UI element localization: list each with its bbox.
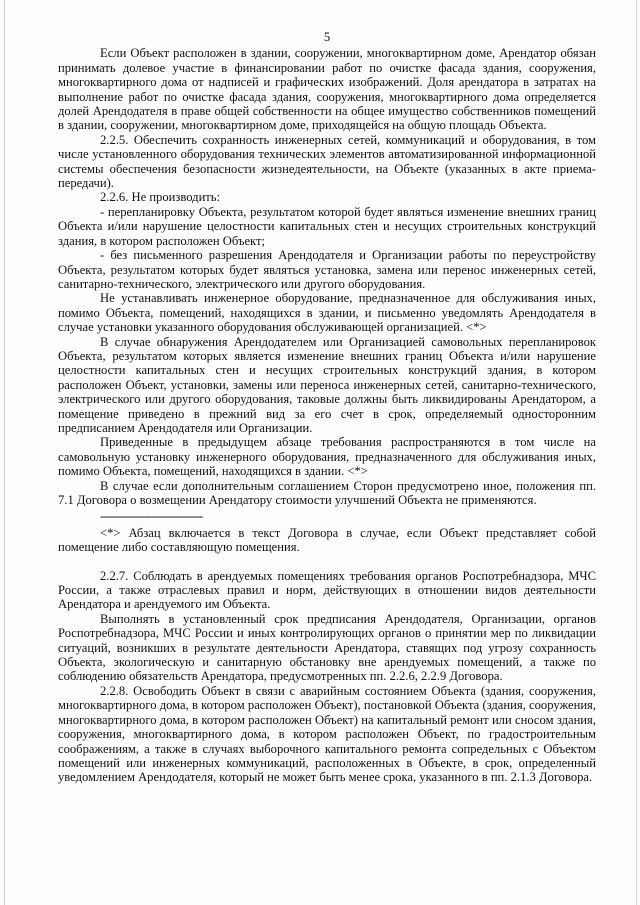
paragraph-2-2-5: 2.2.5. Обеспечить сохранность инженерных сетей, коммуникаций и оборудования, в том числе установленного оборудования технических элементов автоматизированной информационной системы обеспечения безопасности жизнедеятельности, на Объекте (указанных в акте приема-передачи).: [58, 132, 596, 191]
paragraph-additional-agreement: В случае если дополнительным соглашением Сторон предусмотрено иное, положения пп. 7.1 Договора о возмещении Арендатору стоимости улучшений Объекта не применяются.: [58, 478, 596, 507]
paragraph-requirements-extension: Приведенные в предыдущем абзаце требования распространяются в том числе на самовольную установку инженерного оборудования, предназначенного для обслуживания иных, помимо Объекта, помещений, находящихся в здании. <*>: [58, 435, 596, 479]
paragraph-equipment: Не устанавливать инженерное оборудование, предназначенное для обслуживания иных, помимо Объекта, помещений, находящихся в здании, и письменно уведомлять Арендодателя в случае установки указанного оборудования обслуживающей организацией. <*>: [58, 291, 596, 335]
paragraph-replanning: - перепланировку Объекта, результатом которой будет являться изменение внешних границ Объекта и/или нарушение целостности капитальных стен и несущих строительных конструкций здания, в котором расположен Объект;: [58, 204, 596, 248]
paragraph-facade-cleaning: Если Объект расположен в здании, сооружении, многоквартирном доме, Арендатор обязан принимать долевое участие в финансировании работ по очистке фасада здания, сооружения, многоквартирного дома от надписей и графических изображений. Доля арендатора в затратах на выполнение работ по очистке фасада здания, сооружения, многоквартирного дома определяется долей Арендодателя в праве общей собственности на общее имущество собственников помещений в здании, сооружении, многоквартирном доме, приходящейся на общую площадь Объекта.: [58, 46, 596, 133]
page-number: 5: [323, 30, 331, 44]
section-gap: [58, 555, 596, 569]
footnote-text: <*> Абзац включается в текст Договора в случае, если Объект представляет собой помещение либо составляющую помещения.: [58, 525, 596, 555]
footnote-separator: --------------------------------: [100, 509, 203, 524]
paragraph-2-2-7: 2.2.7. Соблюдать в арендуемых помещениях требования органов Роспотребнадзора, МЧС России, а также отраслевых правил и норм, действующих в отношении видов деятельности Арендатора и арендуемого им Объекта.: [58, 568, 596, 612]
paragraph-reconstruction: - без письменного разрешения Арендодателя и Организации работы по переустройству Объекта, результатом которых будет являться установка, замена или перенос инженерных сетей, санитарно-технического, электрического или другого оборудования.: [58, 248, 596, 291]
paragraph-unauthorized-replanning: В случае обнаружения Арендодателем или Организацией самовольных перепланировок Объекта, результатом которых является изменение внешних границ Объекта и/или нарушение целостности капитальных стен и несущих строительных конструкций здания, в котором расположен Объект, установки, замены или переноса инженерных сетей, санитарно-технического, электрического или другого оборудования, таковые должны быть ликвидированы Арендатором, а помещение приведено в прежний вид за его счет в срок, определяемый односторонним предписанием Арендодателя или Организации.: [58, 334, 596, 435]
paragraph-prescriptions: Выполнять в установленный срок предписания Арендодателя, Организации, органов Роспотребнадзора, МЧС России и иных контролирующих органов о принятии мер по ликвидации ситуаций, возникших в результате деятельности Арендатора, ставящих под угрозу сохранность Объекта, экологическую и санитарную обстановку вне арендуемых помещений, а также по соблюдению обязательств Арендатора, предусмотренных пп. 2.2.6, 2.2.9 Договора.: [58, 611, 596, 684]
paragraph-2-2-6: 2.2.6. Не производить:: [100, 190, 221, 205]
paragraph-2-2-8: 2.2.8. Освободить Объект в связи с аварийным состоянием Объекта (здания, сооружения, многоквартирного дома, в котором расположен Объект), постановкой Объекта (здания, сооружения, многоквартирного дома, в котором расположен Объект) на капитальный ремонт или сносом здания, сооружения, многоквартирного дома, в котором расположен Объект, по градостроительным соображениям, а также в случаях выборочного капитального ремонта сопредельных с Объектом помещений или инженерных коммуникаций, расположенных в Объекте, в срок, определенный уведомлением Арендодателя, который не может быть менее срока, указанного в пп. 2.1.3 Договора.: [58, 683, 596, 785]
